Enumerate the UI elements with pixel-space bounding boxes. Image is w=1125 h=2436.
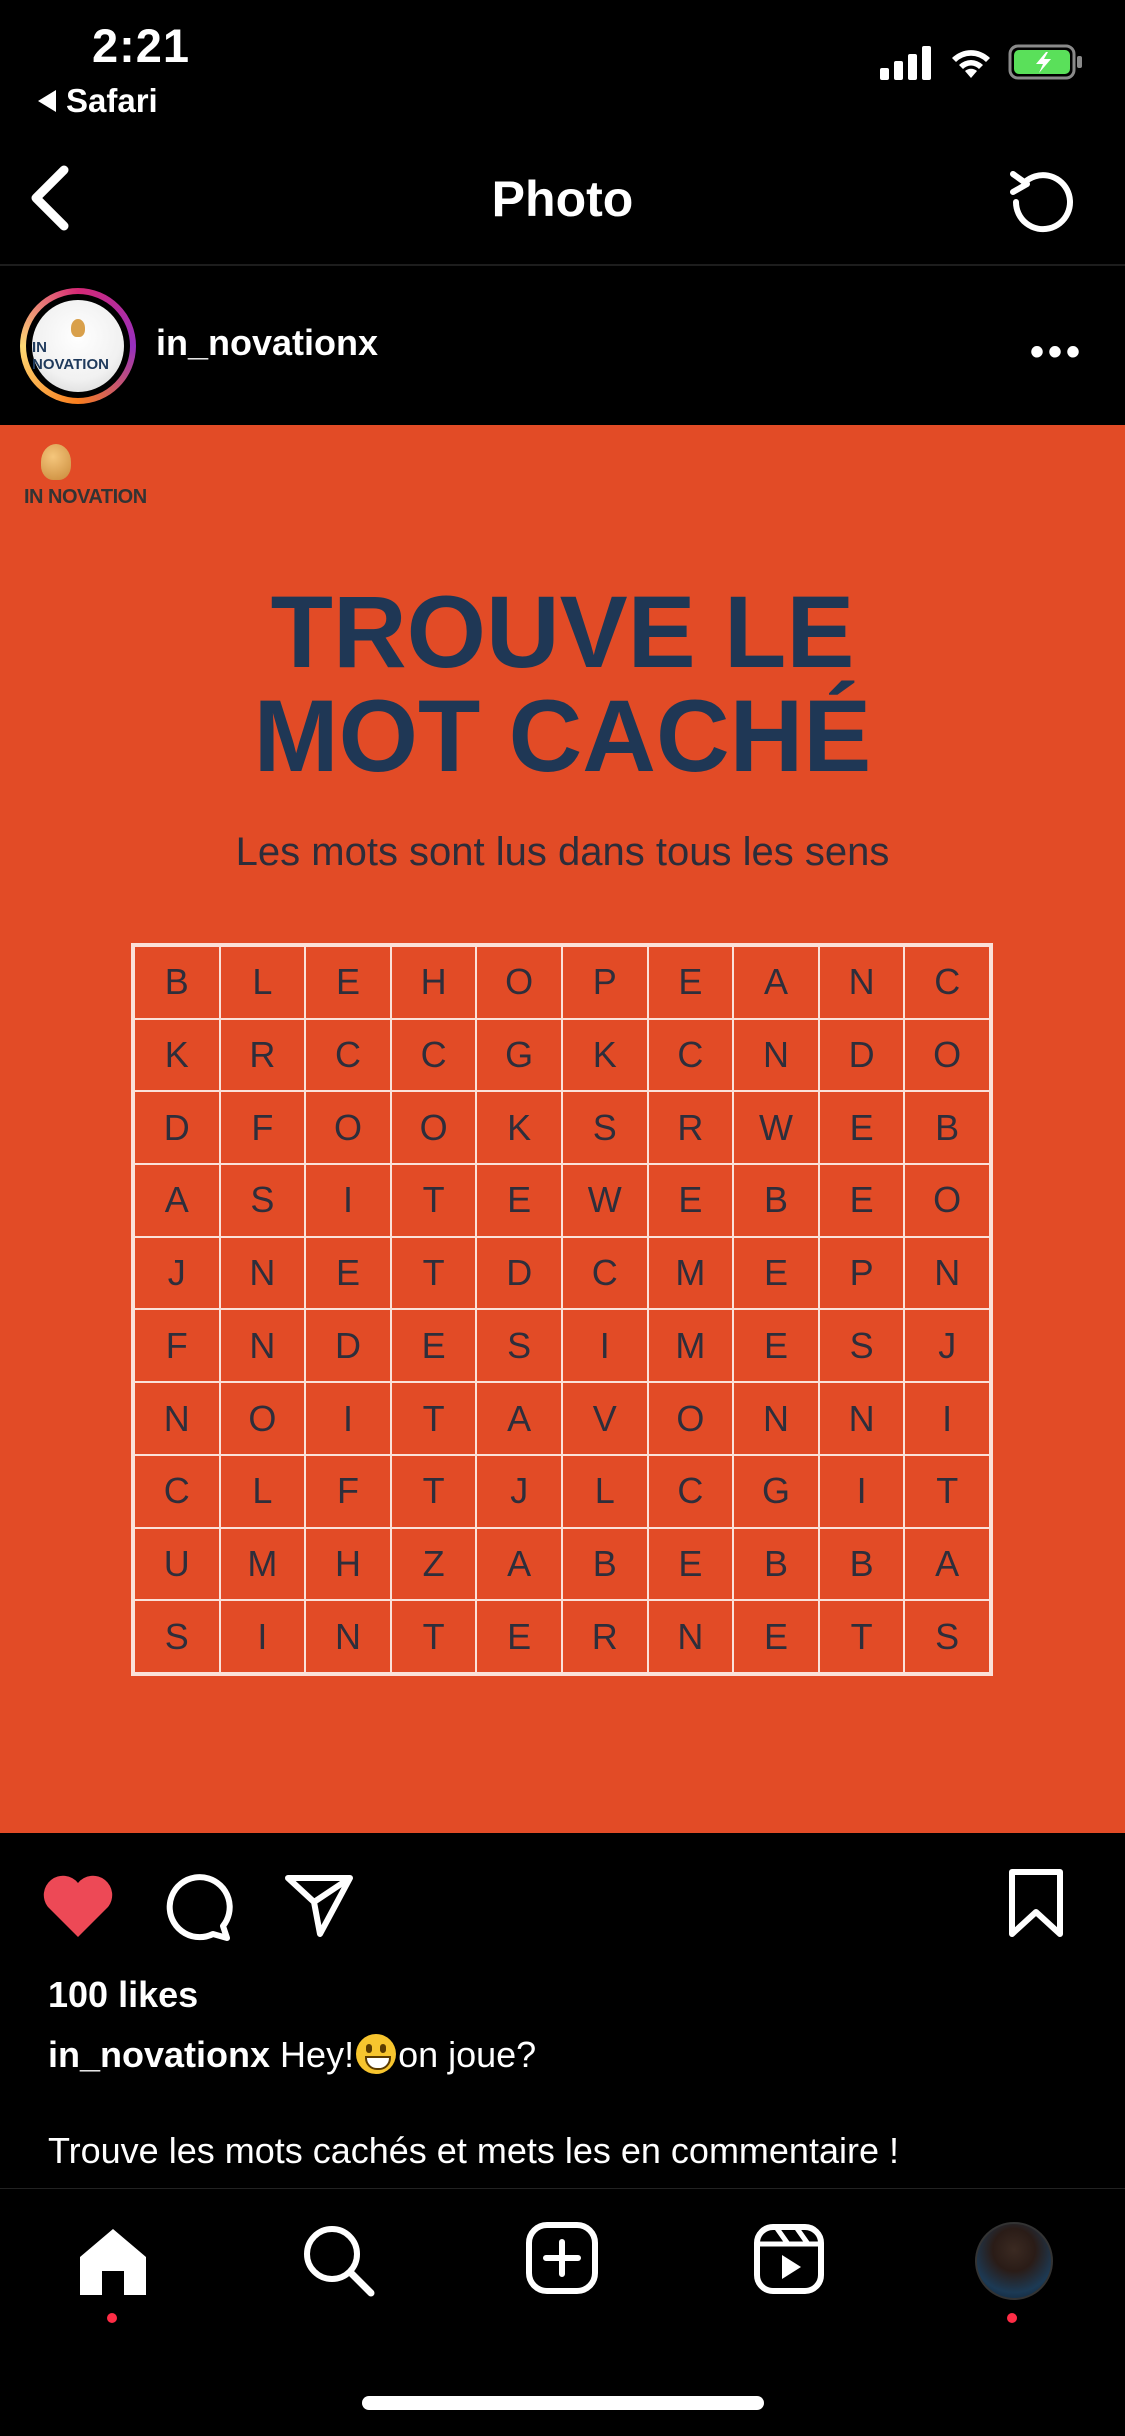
poster-logo-text: IN NOVATION <box>24 486 147 508</box>
grid-cell: T <box>391 1455 477 1528</box>
grid-cell: E <box>733 1600 819 1673</box>
grid-cell: I <box>562 1309 648 1382</box>
grid-cell: D <box>476 1237 562 1310</box>
grid-cell: S <box>904 1600 990 1673</box>
grid-cell: C <box>648 1019 734 1092</box>
grid-cell: J <box>476 1455 562 1528</box>
grid-cell: N <box>904 1237 990 1310</box>
grid-cell: N <box>220 1237 306 1310</box>
grid-cell: S <box>819 1309 905 1382</box>
grid-cell: D <box>134 1091 220 1164</box>
grid-cell: E <box>476 1600 562 1673</box>
grid-cell: S <box>220 1164 306 1237</box>
poster-title <box>0 575 1125 793</box>
grid-cell: R <box>562 1600 648 1673</box>
back-triangle-icon <box>38 90 56 112</box>
grid-cell: O <box>648 1382 734 1455</box>
search-icon[interactable] <box>300 2222 376 2298</box>
status-time: 2:21 <box>92 19 191 72</box>
tabbar-divider <box>0 2188 1125 2189</box>
grid-cell: U <box>134 1528 220 1601</box>
grid-cell: P <box>819 1237 905 1310</box>
grid-cell: E <box>648 1528 734 1601</box>
grid-cell: N <box>134 1382 220 1455</box>
add-post-icon[interactable] <box>524 2220 600 2296</box>
grid-cell: P <box>562 946 648 1019</box>
grid-cell: O <box>220 1382 306 1455</box>
grid-cell: T <box>391 1164 477 1237</box>
grid-cell: I <box>819 1455 905 1528</box>
home-icon[interactable] <box>76 2225 150 2297</box>
grid-cell: E <box>391 1309 477 1382</box>
grid-cell: H <box>391 946 477 1019</box>
grid-cell: S <box>134 1600 220 1673</box>
grid-cell: K <box>562 1019 648 1092</box>
grid-cell: N <box>305 1600 391 1673</box>
grid-cell: E <box>733 1309 819 1382</box>
reels-icon[interactable] <box>752 2222 826 2296</box>
grid-cell: I <box>904 1382 990 1455</box>
grid-cell: N <box>733 1382 819 1455</box>
grid-cell: N <box>733 1019 819 1092</box>
grid-cell: L <box>562 1455 648 1528</box>
grid-cell: D <box>305 1309 391 1382</box>
caption-text-after: on joue? <box>398 2034 537 2075</box>
grid-cell: T <box>819 1600 905 1673</box>
poster-title-line1: TROUVE LE <box>270 575 855 689</box>
grid-cell: E <box>648 946 734 1019</box>
grid-cell: C <box>562 1237 648 1310</box>
grid-cell: B <box>562 1528 648 1601</box>
grid-cell: Z <box>391 1528 477 1601</box>
poster-title-line2: MOT CACHÉ <box>253 679 872 793</box>
grid-cell: C <box>648 1455 734 1528</box>
grid-cell: I <box>220 1600 306 1673</box>
grid-cell: F <box>305 1455 391 1528</box>
grid-cell: M <box>648 1237 734 1310</box>
grid-cell: B <box>134 946 220 1019</box>
grid-cell: S <box>476 1309 562 1382</box>
more-options-icon[interactable]: ••• <box>1030 330 1085 374</box>
likes-count[interactable]: 100 likes <box>48 1974 199 2015</box>
grid-cell: E <box>305 946 391 1019</box>
share-icon[interactable] <box>284 1872 354 1938</box>
grid-cell: C <box>391 1019 477 1092</box>
grid-cell: N <box>819 1382 905 1455</box>
grid-cell: B <box>733 1164 819 1237</box>
grid-cell: C <box>904 946 990 1019</box>
grid-cell: J <box>904 1309 990 1382</box>
grid-cell: E <box>305 1237 391 1310</box>
post-username[interactable]: in_novationx <box>156 322 379 363</box>
profile-notification-dot <box>1007 2313 1017 2323</box>
grid-cell: E <box>648 1164 734 1237</box>
poster-subtitle: Les mots sont lus dans tous les sens <box>235 830 890 874</box>
caption <box>48 2034 536 2076</box>
grid-cell: H <box>305 1528 391 1601</box>
header-divider <box>0 264 1125 266</box>
grid-cell: T <box>391 1237 477 1310</box>
grid-cell: N <box>220 1309 306 1382</box>
grid-cell: D <box>819 1019 905 1092</box>
grid-cell: C <box>305 1019 391 1092</box>
home-indicator[interactable] <box>362 2396 764 2410</box>
grid-cell: C <box>134 1455 220 1528</box>
back-to-safari[interactable] <box>38 82 158 120</box>
grid-cell: T <box>904 1455 990 1528</box>
grid-cell: G <box>476 1019 562 1092</box>
grid-cell: A <box>733 946 819 1019</box>
grid-cell: E <box>819 1164 905 1237</box>
grid-cell: I <box>305 1164 391 1237</box>
grid-cell: E <box>733 1237 819 1310</box>
grid-cell: W <box>562 1164 648 1237</box>
refresh-icon[interactable] <box>1003 160 1083 240</box>
home-notification-dot <box>107 2313 117 2323</box>
grid-cell: E <box>819 1091 905 1164</box>
grid-cell: R <box>648 1091 734 1164</box>
heart-icon[interactable] <box>40 1873 116 1939</box>
back-app-label: Safari <box>66 82 158 119</box>
grid-cell: O <box>305 1091 391 1164</box>
caption-text: Hey! <box>280 2034 355 2075</box>
bookmark-icon[interactable] <box>1006 1868 1066 1938</box>
grid-cell: I <box>305 1382 391 1455</box>
word-search-grid <box>131 943 993 1676</box>
grid-cell: T <box>391 1600 477 1673</box>
grid-cell: L <box>220 946 306 1019</box>
lightbulb-icon <box>41 444 71 480</box>
wifi-icon <box>948 42 994 80</box>
grid-cell: M <box>648 1309 734 1382</box>
grid-cell: A <box>904 1528 990 1601</box>
grid-cell: O <box>904 1019 990 1092</box>
grid-cell: K <box>134 1019 220 1092</box>
profile-avatar[interactable] <box>975 2222 1053 2300</box>
grid-cell: A <box>476 1382 562 1455</box>
grid-cell: W <box>733 1091 819 1164</box>
grid-cell: A <box>134 1164 220 1237</box>
grid-cell: B <box>733 1528 819 1601</box>
grid-cell: S <box>562 1091 648 1164</box>
avatar-logo-text: IN NOVATION <box>32 339 109 373</box>
grid-cell: V <box>562 1382 648 1455</box>
poster-logo <box>24 444 174 514</box>
grid-cell: E <box>476 1164 562 1237</box>
grid-cell: G <box>733 1455 819 1528</box>
grid-cell: O <box>391 1091 477 1164</box>
grid-cell: O <box>476 946 562 1019</box>
grid-cell: J <box>134 1237 220 1310</box>
grid-cell: F <box>134 1309 220 1382</box>
grid-cell: L <box>220 1455 306 1528</box>
comment-icon[interactable] <box>163 1872 233 1942</box>
grid-cell: K <box>476 1091 562 1164</box>
grid-cell: N <box>648 1600 734 1673</box>
grid-cell: N <box>819 946 905 1019</box>
grid-cell: B <box>904 1091 990 1164</box>
grid-cell: O <box>904 1164 990 1237</box>
caption-username[interactable]: in_novationx <box>48 2034 271 2075</box>
battery-charging-icon <box>1008 44 1084 80</box>
grid-cell: A <box>476 1528 562 1601</box>
page-title: Photo <box>491 171 634 227</box>
grid-cell: B <box>819 1528 905 1601</box>
lightbulb-icon <box>71 319 85 337</box>
caption-line2: Trouve les mots cachés et mets les en commentaire ! <box>48 2130 899 2171</box>
grid-cell: R <box>220 1019 306 1092</box>
grid-cell: F <box>220 1091 306 1164</box>
smiling-face-emoji <box>356 2034 396 2074</box>
cellular-signal-icon <box>880 46 936 80</box>
grid-cell: T <box>391 1382 477 1455</box>
grid-cell: M <box>220 1528 306 1601</box>
avatar[interactable] <box>32 300 124 392</box>
